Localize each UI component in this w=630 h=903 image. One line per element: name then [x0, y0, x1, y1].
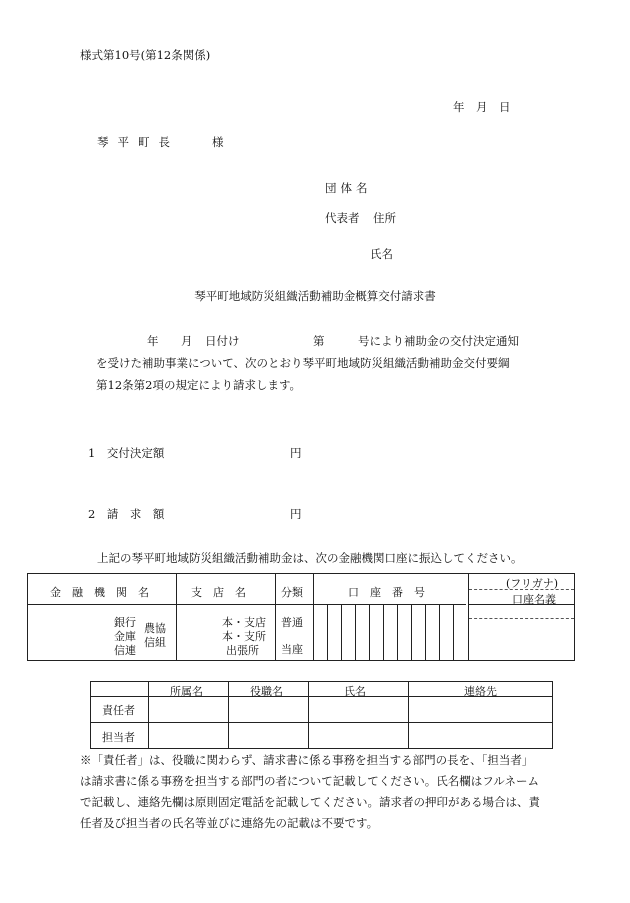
note-line-4: 任者及び担当者の氏名等並びに連絡先の記載は不要です。 [80, 816, 379, 830]
body-number-prefix: 第 [313, 334, 325, 348]
contact-row-responsible: 責任者 [102, 704, 135, 717]
bank-account-table [27, 573, 575, 661]
note-line-2: は請求書に係る事務を担当する部門の者について記載してください。氏名欄はフルネーム [80, 774, 539, 788]
form-number: 様式第10号(第12条関係) [80, 48, 211, 62]
header-account-number: 口 座 番 号 [348, 586, 425, 599]
item-decided-amount: 1 交付決定額 [88, 446, 165, 460]
bank-type-shinkin: 金庫 [114, 630, 136, 643]
addressee-suffix: 様 [212, 135, 224, 149]
bank-type-nokyo: 農協 [144, 622, 166, 635]
org-name-label: 団体名 [325, 181, 372, 195]
contact-table [90, 681, 553, 749]
body-year: 年 [147, 334, 159, 348]
note-line-3: で記載し、連絡先欄は原則固定電話を記載してください。請求者の押印がある場合は、責 [80, 795, 540, 809]
body-line-1 [0, 333, 630, 349]
address-label: 住所 [373, 211, 396, 225]
contact-row-staff: 担当者 [102, 731, 135, 744]
body-line-2: を受けた補助事業について、次のとおり琴平町地域防災組織活動補助金交付要綱 [96, 356, 510, 370]
body-number-suffix: 号により補助金の交付決定通知 [358, 334, 519, 348]
header-furigana: (フリガナ) [506, 577, 559, 590]
contact-header-contact: 連絡先 [464, 685, 497, 698]
addressee: 琴平町長 [97, 135, 179, 149]
bank-type-shinkumi: 信組 [144, 636, 166, 649]
transfer-note: 上記の琴平町地域防災組織活動補助金は、次の金融機関口座に振込してください。 [97, 551, 523, 565]
body-line-3: 第12条第2項の規定により請求します。 [96, 378, 302, 392]
bank-type-bank: 銀行 [114, 616, 136, 629]
branch-type-office: 本・支所 [222, 630, 266, 643]
contact-header-name: 氏名 [344, 685, 366, 698]
header-bank-name: 金 融 機 関 名 [50, 586, 149, 599]
item-decided-unit: 円 [290, 446, 302, 460]
name-label: 氏名 [370, 247, 393, 261]
branch-type-main: 本・支店 [222, 616, 266, 629]
representative-label: 代表者 [325, 211, 360, 225]
account-type-current: 当座 [281, 643, 303, 656]
body-date-suffix: 日付け [205, 334, 240, 348]
header-branch-name: 支 店 名 [191, 586, 246, 599]
item-request-unit: 円 [290, 507, 302, 521]
contact-header-position: 役職名 [250, 685, 283, 698]
header-account-type: 分類 [281, 586, 303, 599]
date-line: 年 月 日 [453, 100, 511, 114]
note-line-1: ※「責任者」は、役職に関わらず、請求書に係る事務を担当する部門の長を、「担当者」 [80, 753, 534, 767]
account-type-ordinary: 普通 [281, 616, 303, 629]
header-account-holder: 口座名義 [512, 593, 556, 606]
contact-header-affiliation: 所属名 [170, 685, 203, 698]
item-request-amount: 2 請 求 額 [88, 507, 165, 521]
branch-type-outpost: 出張所 [226, 644, 259, 657]
body-month: 月 [181, 334, 193, 348]
document-title: 琴平町地域防災組織活動補助金概算交付請求書 [194, 289, 436, 303]
bank-type-shinren: 信連 [114, 644, 136, 657]
